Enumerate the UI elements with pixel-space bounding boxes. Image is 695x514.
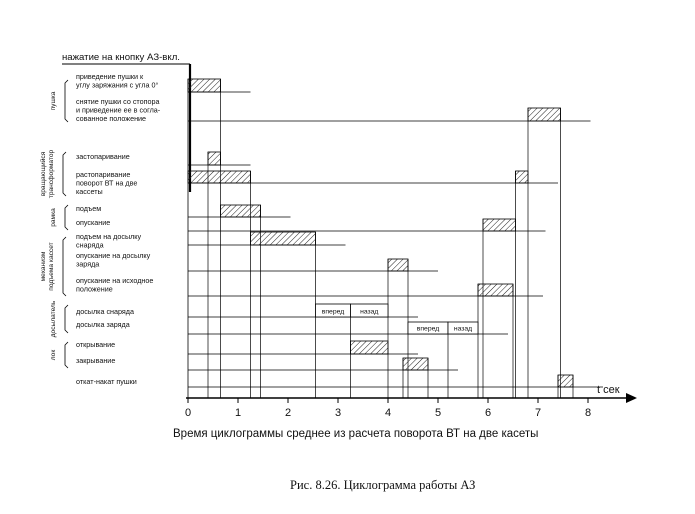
x-axis-label: Время циклограммы среднее из расчета поворота ВТ на две касеты [173,428,539,440]
tick-label-1: 1 [234,407,242,419]
row-label-r7: подъем на досылку [76,232,142,241]
bar-label-back: назад [453,325,473,333]
time-axis-arrow [626,393,637,403]
group-bracket-ram [65,305,68,333]
row-label-r5: подъем [76,204,102,213]
row-label-r11: досылка заряда [76,320,130,329]
interval-bar-r1 [188,79,221,92]
interval-bar-r5 [221,205,261,217]
row-label-r14: откат-накат пушки [76,377,137,386]
group-label-ram: досылатель [50,300,57,338]
group-bracket-lift [63,237,66,296]
row-label-r8: опускание на досылку [76,251,151,260]
interval-bar-r4 [516,171,529,183]
row-label-r6: опускание [76,218,111,227]
interval-bar-r7 [251,232,316,245]
row-label-r8: заряда [76,259,100,269]
tick-label-8: 8 [584,407,592,419]
row-label-r7: снаряда [76,240,104,250]
group-label-tray: лок [50,349,57,361]
figure-caption: Рис. 8.26. Циклограмма работы АЗ [290,478,476,492]
group-label-rot: вращающийся [40,151,47,197]
row-label-r9: положение [76,284,113,294]
interval-bar-r6 [483,219,516,231]
interval-bar-r8 [388,259,408,271]
tick-label-7: 7 [534,407,542,419]
row-labels [76,72,161,386]
interval-bar-r12 [351,341,389,354]
row-label-r9: опускание на исходное [76,276,154,285]
interval-bar-r14 [558,375,573,387]
row-label-r13: закрывание [76,356,116,365]
row-label-r12: открывание [76,340,116,349]
group-bracket-frame [65,205,68,230]
interval-bar-r9 [478,284,513,296]
tick-label-4: 4 [384,407,392,419]
group-bracket-rot [63,152,66,196]
row-label-r1: углу заряжания с угла 0° [76,80,159,90]
tick-label-2: 2 [284,407,292,419]
row-label-r4: кассеты [76,187,103,196]
tick-label-3: 3 [334,407,342,419]
row-label-r2: снятие пушки со стопора [76,97,160,106]
tick-label-6: 6 [484,407,492,419]
group-label-rot: трансформатор [48,149,55,199]
row-label-r3: застопаривание [76,152,130,161]
time-axis-ticks [185,398,591,419]
interval-bar-r3 [208,152,221,165]
time-unit-label: t сек [597,384,620,396]
interval-bar-r2 [528,108,561,121]
group-bracket-tray [65,342,68,368]
bar-label-back: назад [360,308,379,316]
row-label-r10: досылка снаряда [76,307,135,316]
interval-bar-r4 [188,171,251,183]
group-labels [39,80,68,368]
bar-label-forward: вперед [416,325,440,333]
group-label-lift: механизм [40,251,47,282]
tick-label-0: 0 [184,407,192,419]
header-label: нажатие на кнопку АЗ-вкл. [62,52,180,63]
row-label-r1: приведение пушки к [76,72,144,81]
group-label-lift: подъема кассет [48,242,55,291]
row-label-r4: растопаривание [76,170,131,179]
row-label-r2: сованное положение [76,114,147,123]
bar-label-forward: вперед [321,308,345,316]
group-label-frame: рамка [50,208,57,227]
row-label-r4: поворот ВТ на две [76,178,138,188]
group-label-gun: пушка [50,91,57,111]
row-label-r2: и приведение ее в согла- [76,105,161,115]
interval-bar-r13 [403,358,428,370]
group-bracket-gun [65,80,68,122]
tick-label-5: 5 [434,407,442,419]
